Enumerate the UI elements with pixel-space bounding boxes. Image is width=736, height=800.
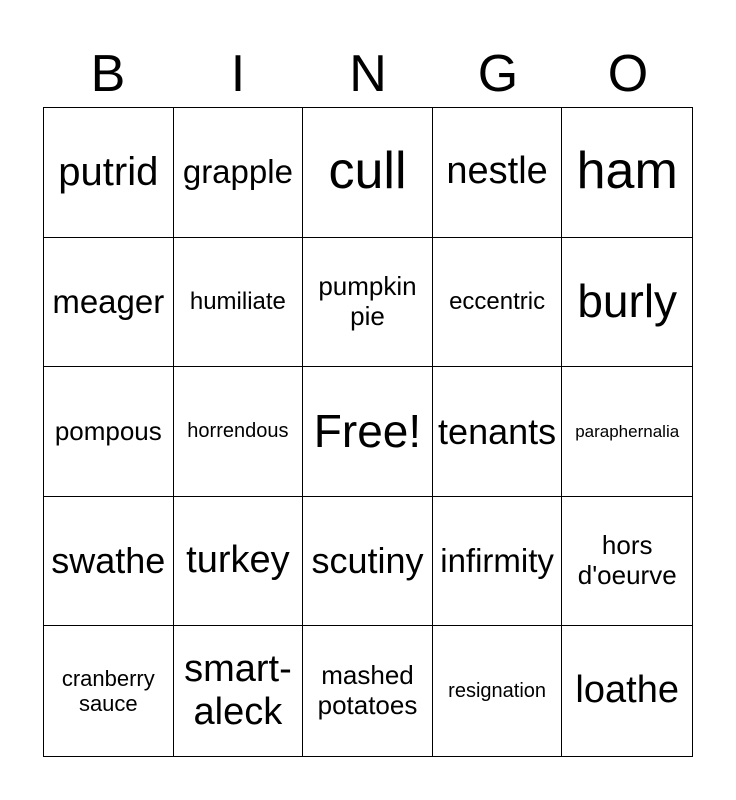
bingo-cell[interactable]: tenants: [433, 367, 563, 497]
bingo-cell[interactable]: smart-aleck: [174, 626, 304, 756]
bingo-cell[interactable]: resignation: [433, 626, 563, 756]
header-letter-o: O: [607, 45, 649, 103]
bingo-cell[interactable]: swathe: [44, 497, 174, 627]
bingo-cell[interactable]: scutiny: [303, 497, 433, 627]
bingo-cell[interactable]: pumpkin pie: [303, 238, 433, 368]
bingo-cell[interactable]: nestle: [433, 108, 563, 238]
bingo-cell[interactable]: humiliate: [174, 238, 304, 368]
bingo-cell[interactable]: infirmity: [433, 497, 563, 627]
bingo-board: [43, 107, 693, 757]
bingo-cell[interactable]: putrid: [44, 108, 174, 238]
bingo-cell[interactable]: eccentric: [433, 238, 563, 368]
bingo-cell[interactable]: horrendous: [174, 367, 304, 497]
header-letter-b: B: [90, 45, 126, 103]
free-space[interactable]: Free!: [303, 367, 433, 497]
bingo-cell[interactable]: paraphernalia: [562, 367, 692, 497]
bingo-cell[interactable]: hors d'oeurve: [562, 497, 692, 627]
header-letter-g: G: [477, 45, 519, 103]
bingo-cell[interactable]: ham: [562, 108, 692, 238]
bingo-cell[interactable]: turkey: [174, 497, 304, 627]
bingo-cell[interactable]: mashed potatoes: [303, 626, 433, 756]
bingo-cell[interactable]: grapple: [174, 108, 304, 238]
header-letter-i: I: [230, 45, 246, 103]
bingo-header: [43, 40, 693, 108]
bingo-cell[interactable]: meager: [44, 238, 174, 368]
header-letter-n: N: [349, 45, 387, 103]
bingo-cell[interactable]: cranberry sauce: [44, 626, 174, 756]
bingo-cell[interactable]: loathe: [575, 669, 679, 712]
bingo-cell[interactable]: cull: [303, 108, 433, 238]
bingo-cell[interactable]: burly: [562, 238, 692, 368]
bingo-cell[interactable]: pompous: [44, 367, 174, 497]
